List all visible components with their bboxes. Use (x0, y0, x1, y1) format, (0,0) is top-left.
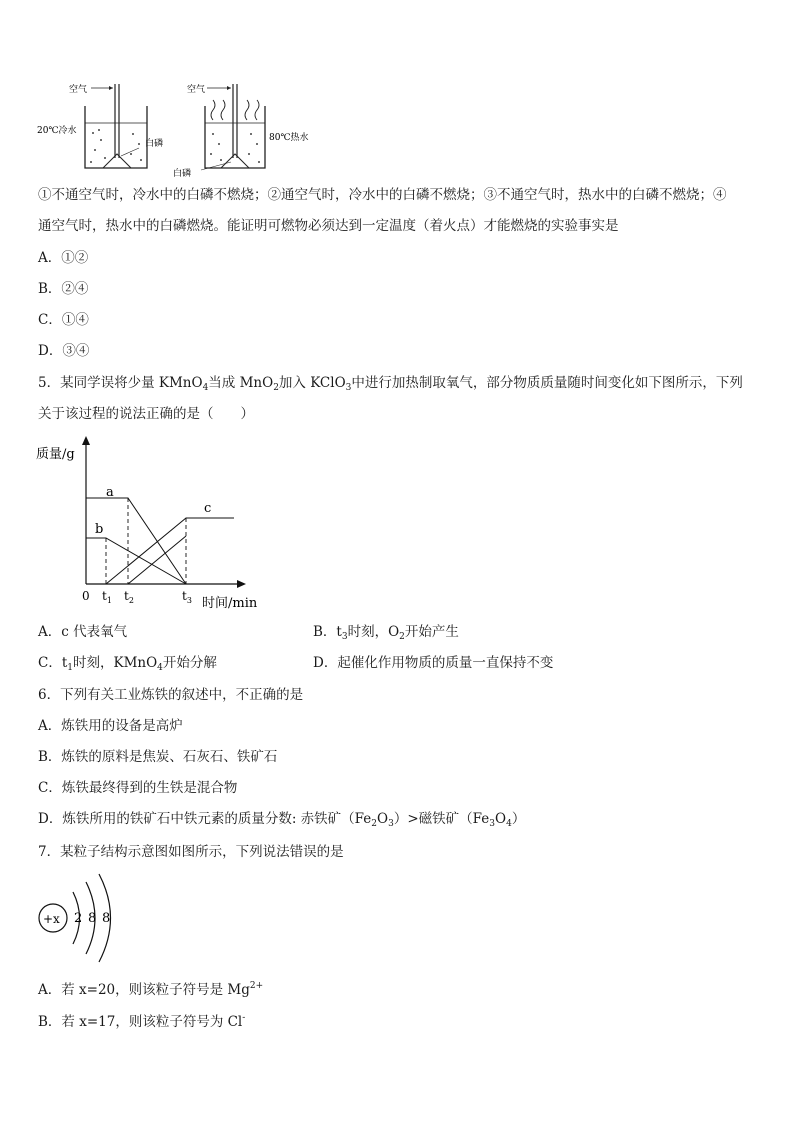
series-d-line (128, 536, 186, 584)
tick-t2: $t_2$ (124, 589, 134, 605)
air-label-right: 空气 (187, 85, 206, 95)
q4-option-d: D．③④ (38, 343, 90, 359)
cold-water-beaker (85, 84, 147, 168)
nucleus-charge: +x (43, 912, 60, 926)
q7-option-b: B．若 x=17，则该粒子符号为 Cl- (38, 1013, 246, 1030)
q6-option-c: C．炼铁最终得到的生铁是混合物 (38, 780, 238, 796)
label-b: b (95, 522, 104, 537)
cold-water-label: 20℃冷水 (37, 126, 77, 136)
q4-stem-line1: ①不通空气时，冷水中的白磷不燃烧；②通空气时，冷水中的白磷不燃烧；③不通空气时，热水中的白磷不燃烧；④ (38, 187, 727, 203)
hot-water-label: 80℃热水 (269, 133, 309, 143)
series-c-line (86, 518, 234, 584)
q5-stem-line1: 5．某同学误将少量 KMnO$_4$当成 MnO$_2$加入 KClO$_3$中进行加热制取氧气，部分物质质量随时间变化如下图所示，下列 (38, 375, 743, 393)
x-axis-label: 时间/min (202, 596, 258, 611)
q6-option-d: D．炼铁所用的铁矿石中铁元素的质量分数: 赤铁矿$(Fe_2O_3)>$磁铁矿$(Fe_3O_4)$ (38, 811, 526, 829)
origin-label: 0 (82, 589, 90, 603)
y-axis-label: 质量/g (36, 447, 75, 462)
label-a: a (106, 485, 114, 500)
q5-option-a: A．c 代表氧气 (38, 624, 128, 640)
tick-t1: $t_1$ (102, 589, 112, 605)
series-a-line (86, 498, 186, 584)
q5-option-d: D．起催化作用物质的质量一直保持不变 (313, 655, 554, 671)
shell-1-electrons: 2 (74, 911, 83, 926)
air-label-left: 空气 (69, 85, 88, 95)
q4-option-c: C．①④ (38, 312, 89, 328)
atomic-structure-diagram (36, 870, 146, 965)
x-axis-arrow (237, 580, 246, 588)
q5-option-b: B．$t_3$时刻，$O_2$开始产生 (313, 624, 459, 642)
q5-stem-line2: 关于该过程的说法正确的是（ ） (38, 406, 254, 422)
q7-stem: 7．某粒子结构示意图如图所示，下列说法错误的是 (38, 844, 344, 860)
hot-water-beaker (201, 84, 265, 170)
shell-3-electrons: 8 (102, 911, 111, 926)
shell-2-electrons: 8 (88, 911, 97, 926)
q4-option-b: B．②④ (38, 281, 89, 297)
q7-option-a: A．若 x=20，则该粒子符号是 $Mg^{2+}$ (38, 981, 264, 998)
y-axis-arrow (82, 436, 90, 445)
q4-option-a: A．①② (38, 250, 89, 266)
q4-stem-line2: 通空气时，热水中的白磷燃烧。能证明可燃物必须达到一定温度（着火点）才能燃烧的实验事实是 (38, 218, 619, 234)
q5-mass-time-chart (30, 432, 270, 612)
combustion-experiment-figure (37, 78, 325, 179)
phosphorus-label-right: 白磷 (173, 169, 192, 179)
q6-stem: 6．下列有关工业炼铁的叙述中，不正确的是 (38, 687, 304, 703)
tick-t3: $t_3$ (182, 589, 192, 605)
q6-option-a: A．炼铁用的设备是高炉 (38, 718, 183, 734)
phosphorus-label-left: 白磷 (145, 139, 164, 149)
label-c: c (204, 501, 212, 516)
q6-option-b: B．炼铁的原料是焦炭、石灰石、铁矿石 (38, 749, 278, 765)
q5-option-c: C．$t_1$时刻，KMnO$_4$开始分解 (38, 655, 217, 673)
